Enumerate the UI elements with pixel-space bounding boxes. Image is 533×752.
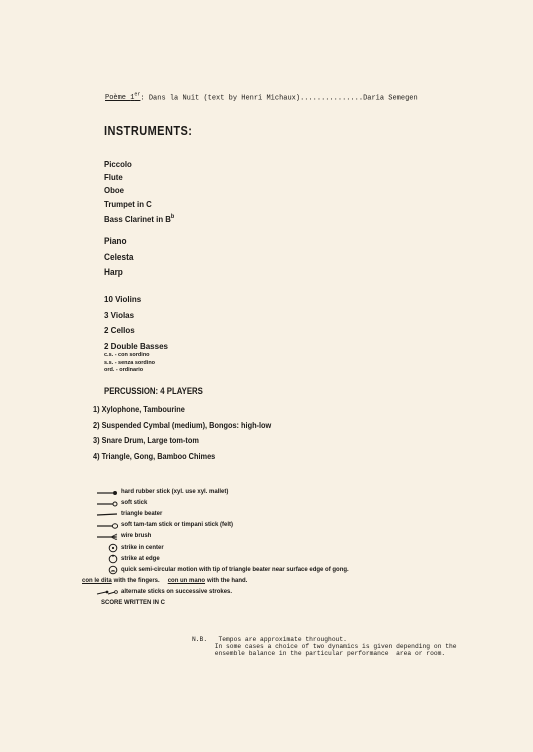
percussion-player: 2) Suspended Cymbal (medium), Bongos: high-low [93, 420, 272, 430]
instrument-item: Celesta [104, 251, 134, 262]
symbol-legend [82, 486, 349, 598]
poem-title: : Dans la Nuit [140, 94, 200, 103]
title-line [105, 92, 418, 103]
poem-number: Poème 1er [105, 92, 141, 103]
instrument-item: 10 Violins [104, 294, 142, 304]
nb-label: N.B. [192, 636, 208, 643]
nb-note [192, 636, 457, 657]
instrument-item: Flute [104, 172, 123, 183]
instrument-item: Bass Clarinet in $B^b$ [104, 213, 175, 224]
abbreviation: ord. - ordinario [104, 367, 144, 373]
legend-item: strike at edge [96, 553, 349, 564]
composer-name: Daria Semegen [363, 94, 418, 103]
soft-stick-icon [96, 499, 118, 507]
strings-list [104, 292, 174, 354]
triangle-beater-icon [96, 510, 118, 518]
instrument-item: 2 Double Basses [104, 340, 168, 351]
instrument-item: Piccolo [104, 159, 132, 169]
legend-item: triangle beater [96, 508, 349, 519]
instrument-item: Piano [104, 236, 127, 246]
legend-item: hard rubber stick (xyl. use xyl. mallet) [96, 486, 349, 497]
con-un-mano-term: con un mano [167, 578, 206, 585]
legend-item: wire brush [96, 531, 349, 542]
abbreviations-list [104, 352, 155, 375]
strike-edge-icon [96, 554, 118, 564]
instrument-item: 2 Cellos [104, 325, 135, 335]
abbreviation: s.s. - senza sordino [104, 359, 156, 366]
percussion-player: 4) Triangle, Gong, Bamboo Chimes [93, 451, 216, 461]
percussion-player: 1) Xylophone, Tambourine [93, 405, 185, 414]
score-note: SCORE WRITTEN IN C [101, 600, 165, 606]
nb-line: In some cases a choice of two dynamics is given depending on the [214, 643, 457, 650]
nb-line: Tempos are approximate throughout. [218, 636, 347, 643]
keyboards-list [104, 234, 136, 281]
legend-item: quick semi-circular motion with tip of triangle beater near surface edge of gong. [96, 564, 349, 575]
con-le-dita-term: con le dita [82, 578, 112, 585]
instrument-item: Harp [104, 267, 123, 277]
flat-sign: b [170, 213, 175, 220]
legend-item: soft tam-tam stick or timpani stick (felt) [96, 520, 349, 531]
circular-motion-icon [96, 565, 118, 575]
legend-item: soft stick [96, 497, 349, 508]
percussion-list [93, 402, 287, 464]
abbreviation: c.s. - con sordino [104, 352, 150, 358]
wire-brush-icon [96, 532, 118, 540]
nb-line: ensemble balance in the particular performance area or room. [214, 650, 446, 657]
strike-center-icon [96, 543, 118, 553]
legend-item: alternate sticks on successive strokes. [96, 587, 349, 598]
text-credit: (text by Henri Michaux)............... [199, 94, 364, 103]
legend-item: strike in center [96, 542, 349, 553]
hard-stick-icon [96, 488, 118, 496]
instrument-item: Oboe [104, 185, 124, 196]
alternate-sticks-icon [96, 588, 118, 596]
percussion-heading: PERCUSSION: 4 PLAYERS [104, 386, 203, 397]
instrument-item: 3 Violas [104, 309, 135, 320]
instrument-item: Trumpet in C [104, 198, 152, 209]
legend-technique-row: con le dita with the fingers. con un mano with the hand. [82, 578, 248, 585]
tam-tam-stick-icon [96, 521, 118, 529]
woodwinds-list [104, 158, 180, 226]
instruments-heading: INSTRUMENTS: [104, 124, 193, 138]
percussion-player: 3) Snare Drum, Large tom-tom [93, 436, 199, 445]
